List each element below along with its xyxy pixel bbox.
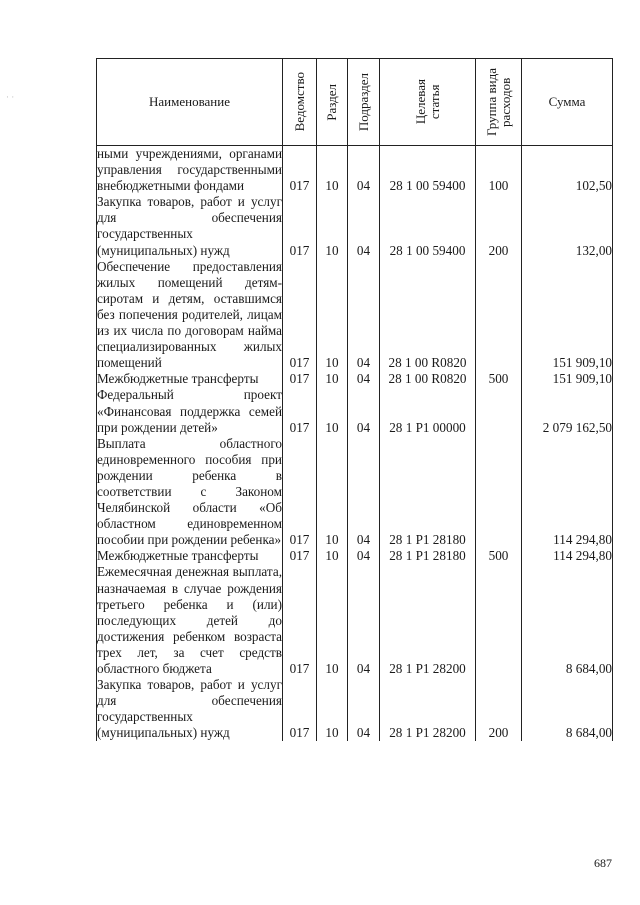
row-group-code (476, 259, 522, 372)
row-section-code: 10 (317, 259, 348, 372)
table-row (97, 677, 613, 741)
row-dept-code: 017 (283, 677, 317, 741)
header-sum: Сумма (522, 59, 613, 146)
row-dept-code: 017 (283, 259, 317, 372)
row-section-code: 10 (317, 146, 348, 195)
header-section: Раздел (317, 59, 348, 146)
row-sum: 132,00 (522, 194, 613, 258)
margin-marks: · · (6, 92, 15, 102)
row-subsection-code: 04 (348, 387, 380, 435)
row-sum: 102,50 (522, 146, 613, 195)
row-name: ными учреждениями, органами управления государственными внебюджетными фондами (97, 146, 282, 194)
row-group-code: 500 (476, 371, 522, 387)
row-name: Выплата областного единовременного пособия при рождении ребенка в соответствии с Законом Челябинской области «Об областном единовременном пособии при рождении ребенка» (97, 435, 282, 548)
header-group: Группа вида расходов (476, 59, 522, 146)
row-dept-code: 017 (283, 194, 317, 258)
row-sum: 114 294,80 (522, 436, 613, 549)
header-target: Целевая статья (380, 59, 476, 146)
row-target-code: 28 1 P1 00000 (380, 387, 476, 435)
row-target-code: 28 1 P1 28180 (380, 436, 476, 549)
table-row (97, 564, 613, 677)
row-group-code: 200 (476, 677, 522, 741)
row-group-code (476, 564, 522, 677)
row-section-code: 10 (317, 436, 348, 549)
row-name: Межбюджетные трансферты (97, 548, 283, 564)
row-subsection-code: 04 (348, 146, 380, 195)
row-group-code: 200 (476, 194, 522, 258)
row-section-code: 10 (317, 564, 348, 677)
table-row (97, 548, 613, 564)
row-target-code: 28 1 00 R0820 (380, 259, 476, 372)
row-subsection-code: 04 (348, 548, 380, 564)
budget-table (96, 58, 613, 741)
row-target-code: 28 1 00 R0820 (380, 371, 476, 387)
table-row (97, 194, 613, 258)
row-sum: 2 079 162,50 (522, 387, 613, 435)
row-target-code: 28 1 P1 28200 (380, 564, 476, 677)
table-row (97, 387, 613, 435)
row-group-code (476, 387, 522, 435)
row-dept-code: 017 (283, 436, 317, 549)
row-section-code: 10 (317, 371, 348, 387)
row-sum: 114 294,80 (522, 548, 613, 564)
row-target-code: 28 1 P1 28180 (380, 548, 476, 564)
row-group-code: 500 (476, 548, 522, 564)
row-subsection-code: 04 (348, 436, 380, 549)
row-name: Закупка товаров, работ и услуг для обеспечения государственных (муниципальных) нужд (97, 677, 282, 741)
row-dept-code: 017 (283, 548, 317, 564)
table-row (97, 371, 613, 387)
row-sum: 151 909,10 (522, 259, 613, 372)
table-body (97, 146, 613, 742)
row-subsection-code: 04 (348, 371, 380, 387)
row-name: Ежемесячная денежная выплата, назначаемая в случае рождения третьего ребенка и (или) последующих детей до достижения ребенком возраста трех лет, за счет средств областного бюджета (97, 564, 282, 676)
table-row (97, 146, 613, 195)
header-subsection: Подраздел (348, 59, 380, 146)
row-subsection-code: 04 (348, 677, 380, 741)
row-name: Межбюджетные трансферты (97, 371, 283, 387)
row-dept-code: 017 (283, 387, 317, 435)
row-section-code: 10 (317, 194, 348, 258)
row-subsection-code: 04 (348, 194, 380, 258)
table-row (97, 436, 613, 549)
row-name: Федеральный проект «Финансовая поддержка семей при рождении детей» (97, 387, 282, 435)
row-subsection-code: 04 (348, 564, 380, 677)
table-row (97, 259, 613, 372)
row-name: Закупка товаров, работ и услуг для обеспечения государственных (муниципальных) нужд (97, 194, 282, 258)
row-dept-code: 017 (283, 564, 317, 677)
row-target-code: 28 1 00 59400 (380, 194, 476, 258)
header-dept: Ведомство (283, 59, 317, 146)
page-number: 687 (594, 856, 612, 870)
row-target-code: 28 1 00 59400 (380, 146, 476, 195)
row-sum: 8 684,00 (522, 677, 613, 741)
row-group-code: 100 (476, 146, 522, 195)
row-group-code (476, 436, 522, 549)
row-sum: 8 684,00 (522, 564, 613, 677)
row-target-code: 28 1 P1 28200 (380, 677, 476, 741)
header-name: Наименование (97, 59, 283, 146)
row-dept-code: 017 (283, 146, 317, 195)
row-section-code: 10 (317, 677, 348, 741)
row-name: Обеспечение предоставления жилых помещений детям-сиротам и детям, оставшимся без попечения родителей, лицам из их числа по договорам найма специализированных жилых помещений (97, 258, 282, 371)
row-dept-code: 017 (283, 371, 317, 387)
row-sum: 151 909,10 (522, 371, 613, 387)
row-section-code: 10 (317, 548, 348, 564)
row-section-code: 10 (317, 387, 348, 435)
table-header-row (97, 59, 613, 146)
row-subsection-code: 04 (348, 259, 380, 372)
